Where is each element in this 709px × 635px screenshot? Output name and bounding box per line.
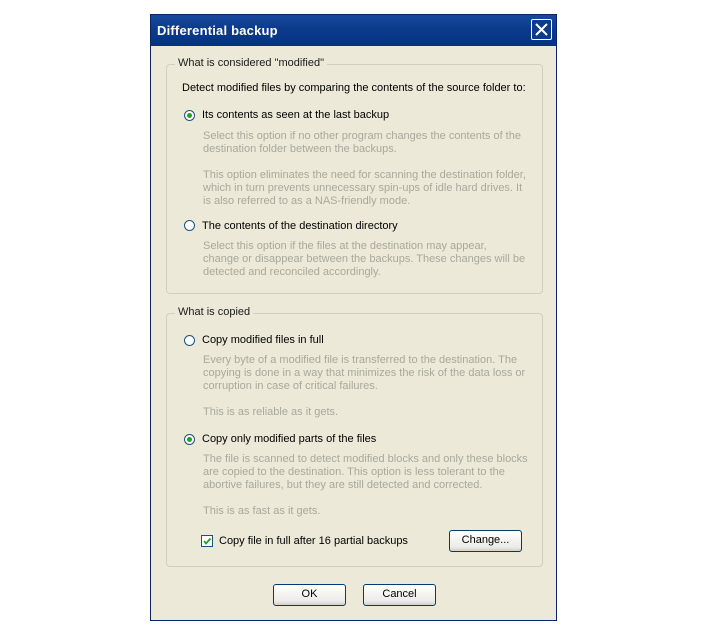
cancel-button[interactable]: Cancel (363, 584, 436, 606)
radio-last-backup-desc: Select this option if no other program changes the contents of the destination folder between the backups. (203, 130, 521, 155)
close-icon (535, 23, 548, 36)
radio-copy-full-label[interactable]: Copy modified files in full (202, 334, 324, 346)
radio-copy-full-desc: Every byte of a modified file is transferred to the destination. The copying is done in a way that minimizes the risk of the data loss or corruption in case of critical failures. (203, 354, 526, 392)
modified-intro: Detect modified files by comparing the contents of the source folder to: (182, 82, 526, 94)
window-title: Differential backup (157, 23, 278, 38)
dialog-window (150, 14, 557, 621)
full-copy-checkbox-label[interactable]: Copy file in full after 16 partial backups (219, 535, 408, 547)
copied-group (166, 306, 543, 567)
radio-copy-full-button[interactable] (184, 335, 195, 346)
checkmark-icon (202, 536, 212, 546)
radio-selected-dot (187, 113, 192, 118)
radio-copy-parts-button[interactable] (184, 434, 195, 445)
radio-selected-dot (187, 437, 192, 442)
full-copy-checkbox[interactable] (201, 535, 213, 547)
modified-group (166, 57, 543, 294)
radio-last-backup-button[interactable] (184, 110, 195, 121)
radio-copy-parts-desc: The file is scanned to detect modified blocks and only these blocks are copied to the destination. This option is less tolerant to the abortive failures, but they are still detected and corrected. (203, 453, 528, 491)
radio-last-backup-label[interactable]: Its contents as seen at the last backup (202, 109, 390, 121)
title-bar[interactable] (151, 15, 556, 46)
copied-group-legend: What is copied (175, 306, 253, 318)
radio-copy-parts-label[interactable]: Copy only modified parts of the files (202, 433, 377, 445)
radio-destination-directory-button[interactable] (184, 220, 195, 231)
radio-copy-full-note: This is as reliable as it gets. (203, 406, 339, 418)
radio-destination-directory-label[interactable]: The contents of the destination directory (202, 220, 398, 232)
ok-button[interactable]: OK (273, 584, 346, 606)
radio-last-backup-note: This option eliminates the need for scanning the destination folder, which in turn prevents unnecessary spin-ups of idle hard drives. It is also referred to as a NAS-friendly mode. (203, 169, 526, 207)
modified-group-legend: What is considered "modified" (175, 57, 327, 69)
change-button[interactable]: Change... (449, 530, 522, 552)
radio-copy-parts-note: This is as fast as it gets. (203, 505, 321, 517)
close-button[interactable] (531, 19, 552, 40)
radio-destination-directory-desc: Select this option if the files at the destination may appear, change or disappear between the backups. These changes will be detected and reconciled accordingly. (203, 240, 526, 278)
